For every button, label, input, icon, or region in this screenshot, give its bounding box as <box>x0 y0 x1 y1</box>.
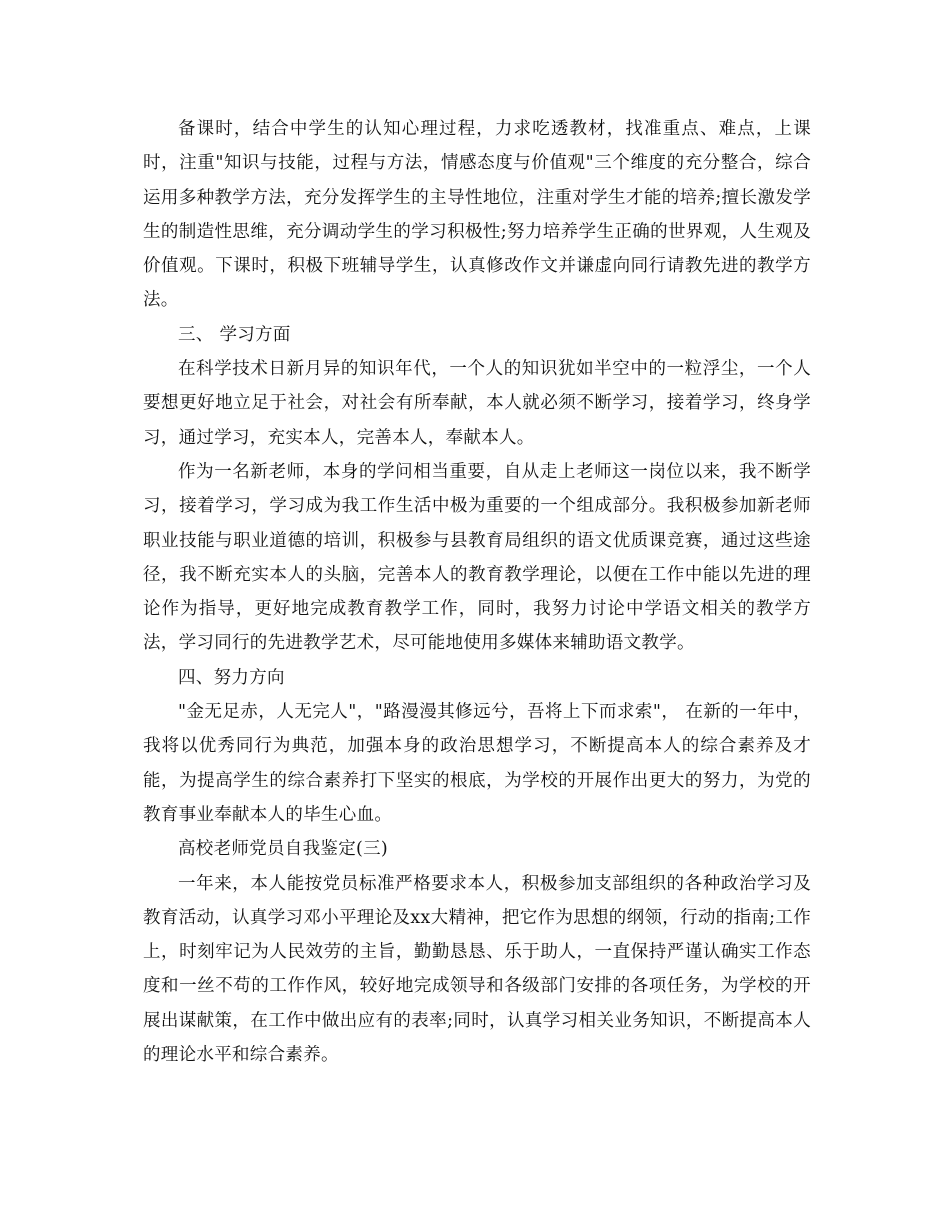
section-heading-self-appraisal: 高校老师党员自我鉴定(三) <box>178 839 389 860</box>
document-page <box>143 112 811 1072</box>
paragraph-party-member-review: 一年来，本人能按党员标准严格要求本人，积极参加支部组织的各种政治学习及教育活动，认真学习邓小平理论及xx大精神，把它作为思想的纲领，行动的指南;工作上，时刻牢记为人民效劳的主旨，勤勤恳恳、乐于助人，一直保持严谨认确实工作态度和一丝不苟的工作作风，较好地完成领导和各级部门安排的各项任务，为学校的开展出谋献策，在工作中做出应有的表率;同时，认真学习相关业务知识，不断提高本人的理论水平和综合素养。 <box>143 873 811 1066</box>
section-heading-direction: 四、努力方向 <box>178 667 285 688</box>
section-heading-study: 三、 学习方面 <box>178 324 291 345</box>
paragraph-future-direction: "金无足赤，人无完人"，"路漫漫其修远兮，吾将上下而求索"， 在新的一年中，我将以优秀同行为典范，加强本身的政治思想学习，不断提高本人的综合素养及才能，为提高学生的综合素养打下坚实的根底，为学校的开展作出更大的努力，为党的教育事业奉献本人的毕生心血。 <box>143 702 811 825</box>
paragraph-new-teacher-study: 作为一名新老师，本身的学问相当重要，自从走上老师这一岗位以来，我不断学习，接着学习，学习成为我工作生活中极为重要的一个组成部分。我积极参加新老师职业技能与职业道德的培训，积极参与县教育局组织的语文优质课竞赛，通过这些途径，我不断充实本人的头脑，完善本人的教育教学理论，以便在工作中能以先进的理论作为指导，更好地完成教育教学工作，同时，我努力讨论中学语文相关的教学方法，学习同行的先进教学艺术，尽可能地使用多媒体来辅助语文教学。 <box>143 461 811 654</box>
paragraph-teaching-methods: 备课时，结合中学生的认知心理过程，力求吃透教材，找准重点、难点，上课时，注重"知识与技能，过程与方法，情感态度与价值观"三个维度的充分整合，综合运用多种教学方法，充分发挥学生的主导性地位，注重对学生才能的培养;擅长激发学生的制造性思维，充分调动学生的学习积极性;努力培养学生正确的世界观，人生观及价值观。下课时，积极下班辅导学生，认真修改作文并谦虚向同行请教先进的教学方法。 <box>143 119 811 311</box>
paragraph-lifelong-learning: 在科学技术日新月异的知识年代，一个人的知识犹如半空中的一粒浮尘，一个人要想更好地立足于社会，对社会有所奉献，本人就必须不断学习，接着学习，终身学习，通过学习，充实本人，完善本人，奉献本人。 <box>143 359 811 448</box>
